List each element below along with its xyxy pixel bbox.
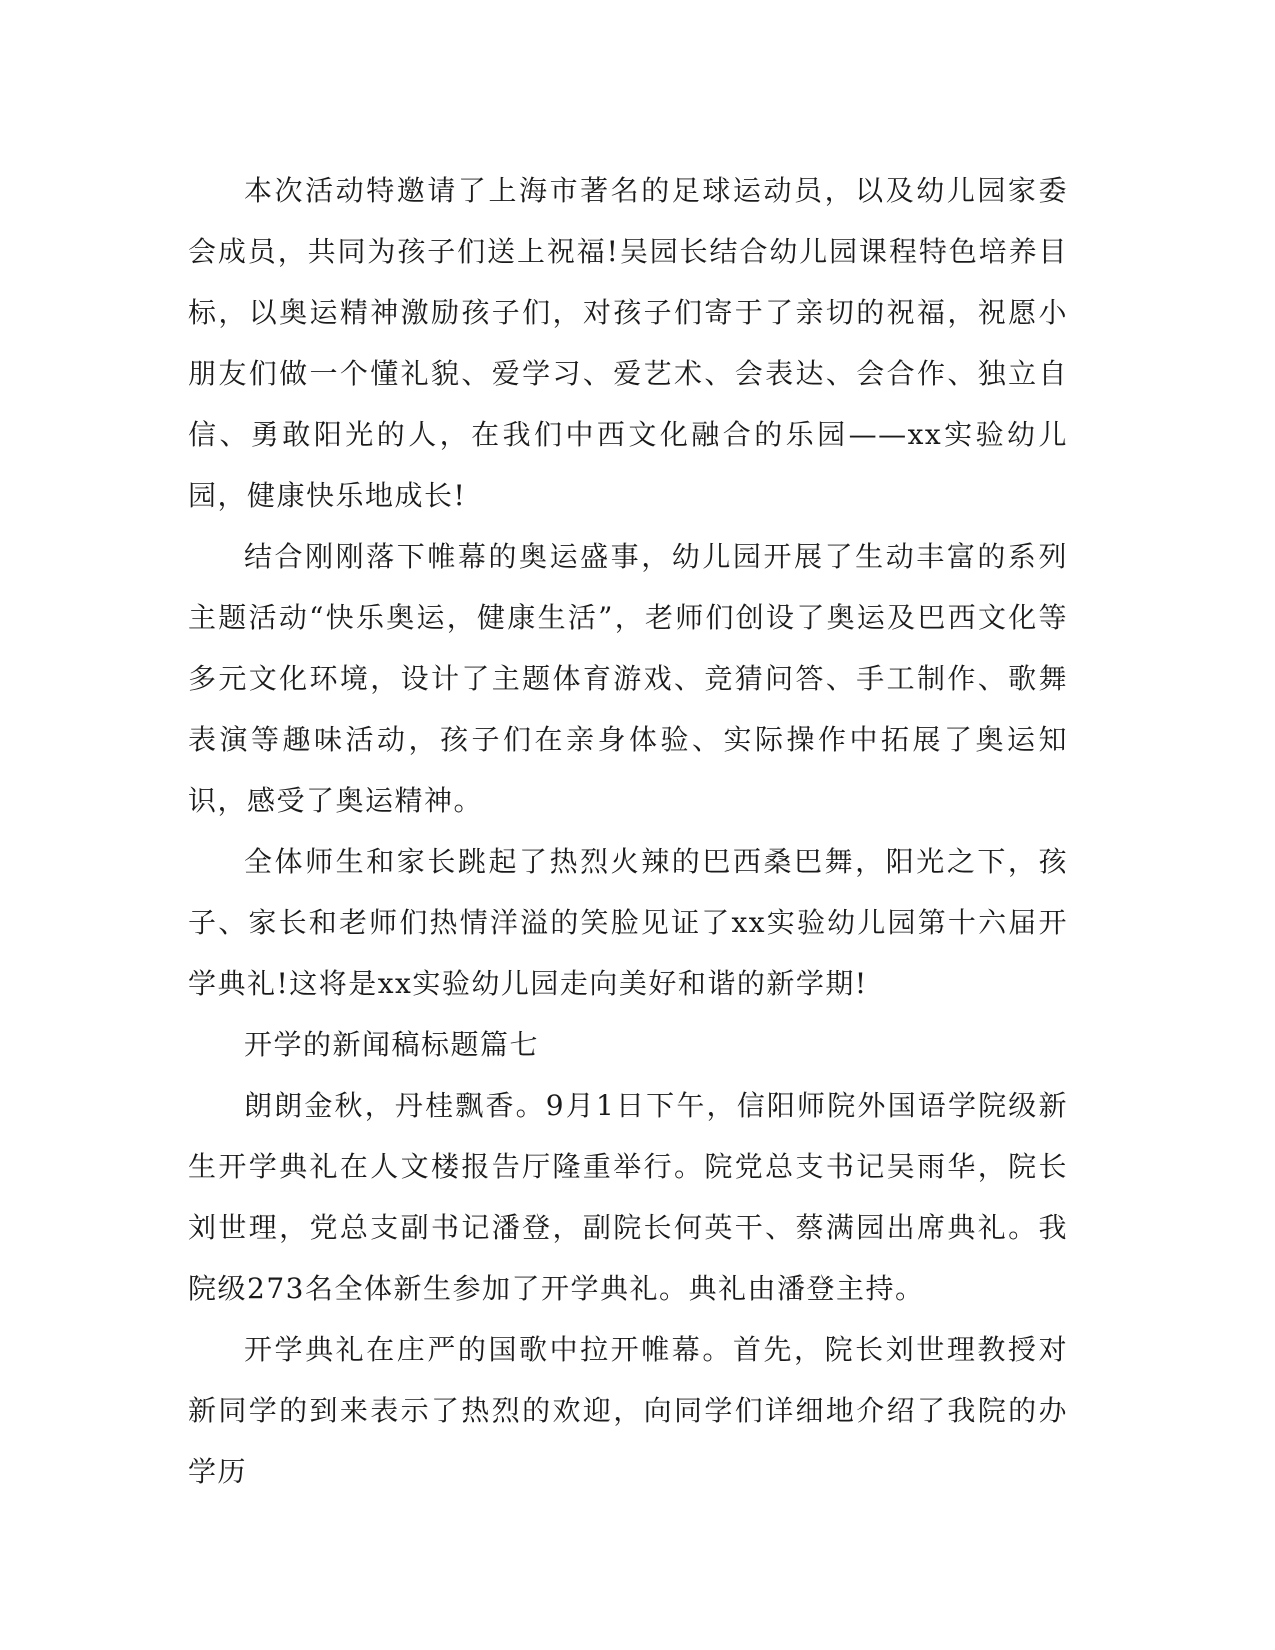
paragraph-invited-guests: 本次活动特邀请了上海市著名的足球运动员，以及幼儿园家委会成员，共同为孩子们送上祝福!吴园长结合幼儿园课程特色培养目标，以奥运精神激励孩子们，对孩子们寄于了亲切的祝福，祝愿小朋友们做一个懂礼貌、爱学习、爱艺术、会表达、会合作、独立自信、勇敢阳光的人，在我们中西文化融合的乐园——xx实验幼儿园，健康快乐地成长!	[188, 174, 1068, 512]
paragraph-opening-ceremony: 朗朗金秋，丹桂飘香。9月1日下午，信阳师院外国语学院级新生开学典礼在人文楼报告厅隆重举行。院党总支书记吴雨华，院长刘世理，党总支副书记潘登，副院长何英干、蔡满园出席典礼。我院级273名全体新生参加了开学典礼。典礼由潘登主持。	[188, 1089, 1068, 1305]
paragraph-samba-dance: 全体师生和家长跳起了热烈火辣的巴西桑巴舞，阳光之下，孩子、家长和老师们热情洋溢的笑脸见证了xx实验幼儿园第十六届开学典礼!这将是xx实验幼儿园走向美好和谐的新学期!	[188, 845, 1068, 1000]
section-heading: 开学的新闻稿标题篇七	[244, 1028, 540, 1061]
document-body	[188, 160, 1068, 1502]
paragraph-national-anthem: 开学典礼在庄严的国歌中拉开帷幕。首先，院长刘世理教授对新同学的到来表示了热烈的欢迎，向同学们详细地介绍了我院的办学历	[188, 1333, 1068, 1488]
paragraph-olympic-activities: 结合刚刚落下帷幕的奥运盛事，幼儿园开展了生动丰富的系列主题活动“快乐奥运，健康生活”，老师们创设了奥运及巴西文化等多元文化环境，设计了主题体育游戏、竞猜问答、手工制作、歌舞表演等趣味活动，孩子们在亲身体验、实际操作中拓展了奥运知识，感受了奥运精神。	[188, 540, 1068, 817]
